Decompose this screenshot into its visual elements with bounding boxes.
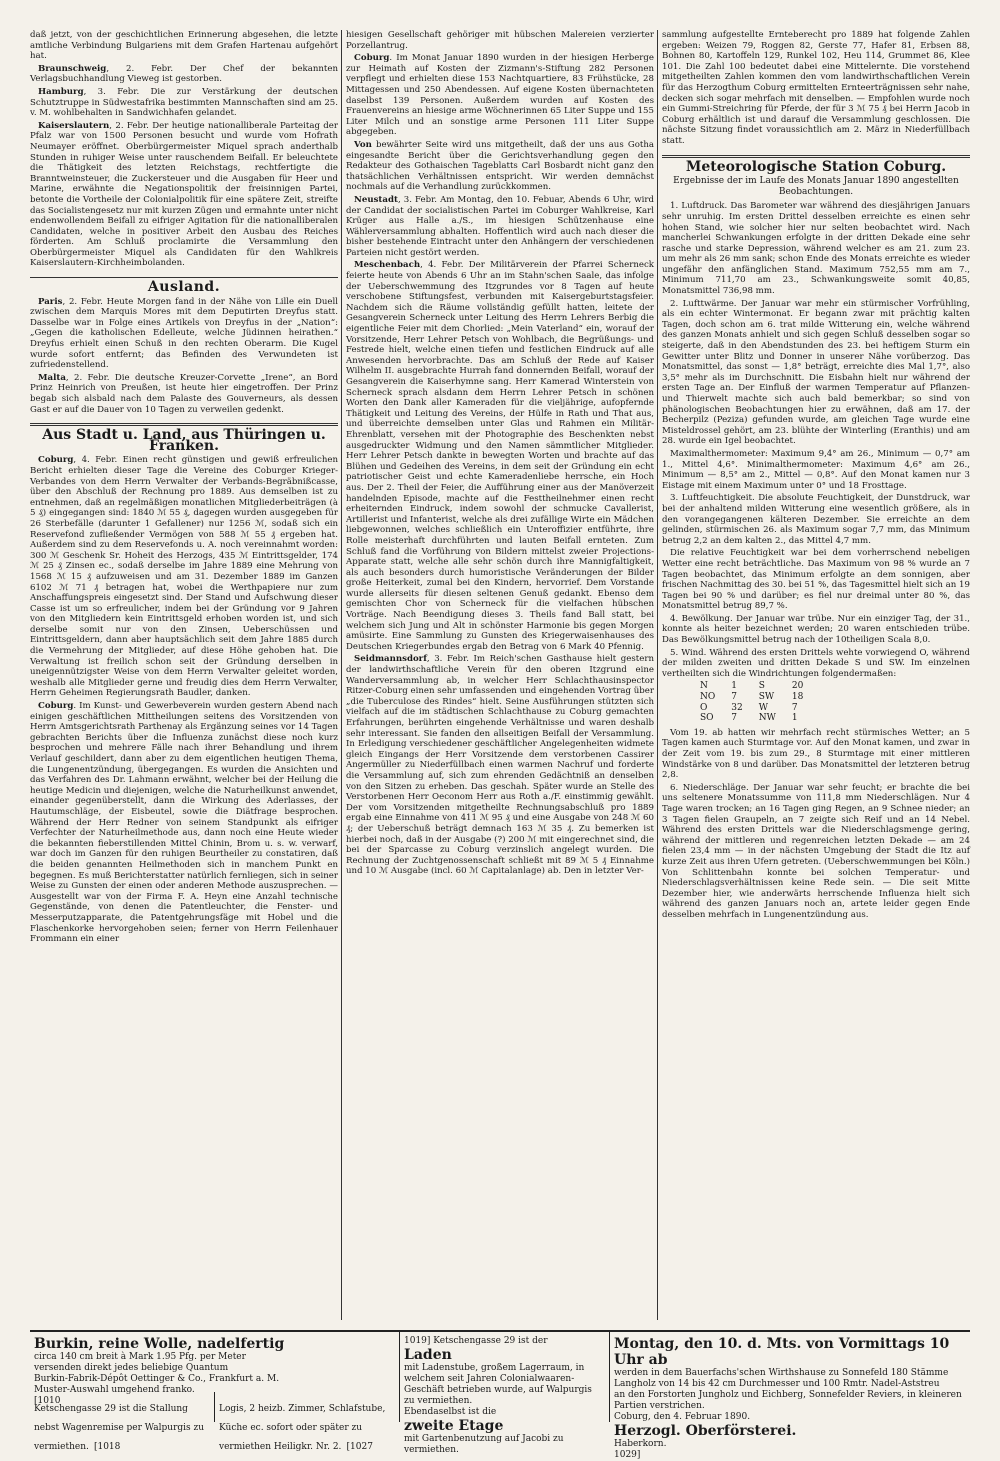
report-paragraph: 5. Wind. Während des ersten Drittels wehte vorwiegend O, während der milden zweiten und dritten Dekade S und SW. Im einzelnen vertheilten sich die Windrichtungen folgendermaßen: — [662, 647, 970, 679]
ad-burkin: Burkin, reine Wolle, nadelfertig circa 140 cm breit à Mark 1.95 Pfg. per Meter versenden direkt jedes beliebige Quantum Burkin-Fabrik-Dépôt Oettinger & Co., Frankfurt a. M. Muster-Auswahl umgehend franko. [1010 — [30, 1332, 400, 1392]
column-3 — [662, 30, 970, 923]
ad-stallung: Ketschengasse 29 ist die Stallung nebst Wagenremise per Walpurgis zu vermiethen. [1018 — [30, 1392, 215, 1422]
ad-logis: Logis, 2 heizb. Zimmer, Schlafstube, Küche ec. sofort oder später zu vermiethen Heiligkr. Nr. 2. [1027 — [215, 1392, 400, 1422]
report-paragraph: 6. Niederschläge. Der Januar war sehr feucht; er brachte die bei uns seltenere Monatssumme von 111,8 mm Niederschlägen. Nur 4 Tage waren trocken; an 16 Tagen ging Regen, an 9 Schnee nieder; an 3 Tagen fielen Graupeln, an 7 zeigte sich Reif und an 14 Nebel. Während des ersten Drittels war die Niederschlagsmenge gering, während der mittleren und regenreichen letzten Dekade — am 24 fielen 23,4 mm — in der nächsten Umgebung der Stadt die Itz auf kurze Zeit aus ihren Ufern getreten. (Ueberschwemmungen bei Köln.) Von Schlittenbahn konnte bei solchen Temperatur- und Niederschlagsverhältnissen keine Rede sein. — Die seit Mitte Dezember hier, wie anderwärts herrschende Influenza hielt sich während des ganzen Januars noch an, artete leider gegen Ende desselben mehrfach in Lungenentzündung aus. — [662, 782, 970, 920]
news-item: Seidmannsdorf, 3. Febr. Im Reich'schen Gasthause hielt gestern der landwirthschaftliche Verein für den oberen Itzgrund eine Wanderversammlung ab, in welcher Herr Schlachthausinspector Ritzer-Coburg einen sehr umfassenden und eingehenden Vortrag über „die Tuberculose des Rindes“ hielt. Seine Ausführungen stützten sich vielfach auf die im städtischen Schlachthause zu Coburg gemachten Erfahrungen, berührten eingehende Verhältnisse und waren deshalb sehr interessant. Sie fanden den allseitigen Beifall der Versammlung. In Erledigung verschiedener geschäftlicher Angelegenheiten widmete gleich Eingangs der Herr Vorsitzende dem verstorbenen Cassirer Angermüller zu Niederfüllbach einen warmen Nachruf und forderte die Versammlung auf, sich zum ehrenden Gedächtniß an denselben von den Sitzen zu erheben. Das geschah. Später wurde an Stelle des Verstorbenen Herr Oeconom Herr aus Roth a./F. einstimmig gewählt. Der vom Vorsitzenden mitgetheilte Rechnungsabschluß pro 1889 ergab eine Einnahme von 411 ℳ 95 ₰ und eine Ausgabe von 248 ℳ 60 ₰; der Ueberschuß beträgt demnach 163 ℳ 35 ₰. Zu bemerken ist hierbei noch, daß in der Ausgabe (?) 200 ℳ mit eingerechnet sind, die bei der Sparcasse zu Coburg verzinslich angelegt wurden. Die Rechnung der Zuchtgenossenschaft schließt mit 89 ℳ 5 ₰ Einnahme und 10 ℳ Ausgabe (incl. 60 ℳ Capitalanlage) ab. Den in letzter Ver- — [346, 654, 654, 877]
news-item: Coburg. Im Monat Januar 1890 wurden in der hiesigen Herberge zur Heimath auf Kosten der Zizmann's-Stiftung 282 Personen verpflegt und erhielten diese 153 Nachtquartiere, 83 Frühstücke, 28 Mittagessen und 250 Abendessen. Auf eigene Kosten übernachteten daselbst 139 Personen. Außerdem wurden auf Kosten des Frauenvereins an hiesige arme Wöchnerinnen 65 Liter Suppe und 155 Liter Milch und an sonstige arme Personen 111 Liter Suppe abgegeben. — [346, 53, 654, 138]
column-1 — [30, 30, 338, 947]
report-paragraph: 1. Luftdruck. Das Barometer war während des diesjährigen Januars sehr unruhig. Im ersten Drittel desselben erreichte es einen sehr hohen Stand, wie solcher hier nur selten beobachtet wird. Nach mancherlei Schwankungen erfolgte in der dritten Dekade eine sehr rasche und starke Depression, während welcher es am 21. zum 23. um mehr als 26 mm sank; schon Ende des Monats erreichte es wieder ungefähr den anfänglichen Stand. Maximum 752,55 mm am 7., Minimum 711,70 am 23., Schwankungsweite somit 40,85, Monatsmittel 736,98 mm. — [662, 201, 970, 297]
station-subheading: Ergebnisse der im Laufe des Monats Januar 1890 angestellten Beobachtungen. — [673, 176, 959, 197]
advertisement-strip — [30, 1330, 970, 1460]
news-item: Malta, 2. Febr. Die deutsche Kreuzer-Corvette „Irene“, an Bord Prinz Heinrich von Preußen, ist heute hier eingetroffen. Der Prinz begab sich alsbald nach dem Palaste des Gouverneurs, als dessen Gast er auf die Dauer von 10 Tagen zu verweilen gedenkt. — [30, 372, 338, 415]
report-paragraph: Vom 19. ab hatten wir mehrfach recht stürmisches Wetter; an 5 Tagen kamen auch Sturmtage vor. Auf den Monat kamen, und zwar in der Zeit vom 19. bis zum 29., 8 Sturmtage mit einer mittleren Windstärke von 8 und darüber. Das Monatsmittel der letzteren betrug 2,8. — [662, 727, 970, 781]
news-item: Hamburg, 3. Febr. Die zur Verstärkung der deutschen Schutztruppe in Südwestafrika bestimmten Mannschaften sind am 25. v. M. wohlbehalten in Sandwichhafen gelandet. — [30, 86, 338, 119]
column-rule — [657, 30, 658, 1320]
report-paragraph: Die relative Feuchtigkeit war bei dem vorherrschend nebeligen Wetter eine recht beträchtliche. Das Maximum von 98 % wurde an 7 Tagen beobachtet, das Minimum erfolgte an dem sonnigen, aber frischen Nachmittag des 30. bei 51 %, das Tagesmittel hielt sich an 19 Tagen bei 90 % und darüber; es fiel nur dreimal unter 80 %, das Monatsmittel betrug 89,7 %. — [662, 548, 970, 612]
table-row: O 32 W 7 — [700, 702, 798, 713]
news-item: Coburg. Im Kunst- und Gewerbeverein wurden gestern Abend nach einigen geschäftlichen Mittheilungen seitens des Vorsitzenden von Herrn Amtsgerichtsrath Parthenay als Ergänzung seines vor 14 Tagen gebrachten Berichts über die Influenza zunächst diese noch kurz besprochen und mehrere Fälle nach ihrer Behandlung und ihrem Verlauf geschildert, dann aber zu dem eigentlichen heutigen Thema, die Lungenentzündung, übergegangen. Es wurden die Ansichten und das Verfahren des Dr. Lahmann erwähnt, welcher bei der Heilung die heutige Medicin und diejenigen, welche die Naturheilkunst anwendet, einander gegenüberstellt, dann die Wirkung des Aderlasses, der Hautumschläge, der Eisbeutel, sowie die Diätfrage besprochen. Während der Herr Redner von seinem Standpunkt als eifriger Verfechter der Naturheilmethode aus, dann noch eine Heute wieder die bekannten fieberstillenden Mittel Chinin, Brom u. s. w. verwarf, war doch im Ganzen für den ruhigen Beurtheiler zu constatiren, daß die beiden genannten Heilmethoden sich in manchem Punkt en begegnen. Es muß Berichterstatter natürlich fernliegen, sich in seiner Weise zu Gunsten der einen oder anderen Methode auszusprechen. — Ausgestellt war von der Firma F. A. Heyn eine Anzahl technische Gegenstände, von denen die Patentleuchter, die Fenster- und Messerputzapparate, die Patentgehrungsfäge mit Hobel und die Flaschenkorke hervorgehoben seien; ferner von Herrn Feilenhauer Frommann ein einer — [30, 701, 338, 945]
news-item: Braunschweig, 2. Febr. Der Chef der bekannten Verlagsbuchhandlung Vieweg ist gestorben. — [30, 63, 338, 85]
section-heading-local: Aus Stadt u. Land, aus Thüringen u. Franken. — [30, 423, 338, 451]
report-paragraph: 2. Lufttwärme. Der Januar war mehr ein stürmischer Vorfrühling, als ein echter Wintermonat. Er begann zwar mit prächtig kalten Tagen, doch schon am 6. trat milde Witterung ein, welche während des ganzen Monats anhielt und sich gegen Schluß desselben sogar so steigerte, daß in den Abendstunden des 23. bei heftigem Sturm ein Gewitter unter Blitz und Donner in unserer Nähe vorüberzog. Das Monatsmittel, das sonst — 1,8° beträgt, erreichte dies Mal 1,7°, also 3,5° mehr als im Durchschnitt. Die Eisbahn hielt nur während der ersten Tage an. Der Einfluß der warmen Temperatur auf Pflanzen- und Thierwelt machte sich auch bald bemerkbar; so sind von phänologischen Beobachtungen hier zu erwähnen, daß am 17. der Becherpilz (Peziza) gefunden wurde, am gleichen Tage wurde eine Misteldrossel gehört, am 23. blühte der Winterling (Eranthis) und am 28. wurde ein Igel beobachtet. — [662, 298, 970, 447]
intro-text: daß jetzt, von der geschichtlichen Erinnerung abgesehen, die letzte amtliche Verbindung Bulgariens mit dem Grafen Hartenau aufgehört hat. — [30, 30, 338, 62]
column-2 — [346, 30, 654, 879]
report-paragraph: 3. Luftfeuchtigkeit. Die absolute Feuchtigkeit, der Dunstdruck, war bei der anhaltend milden Witterung eine wesentlich größere, als in den vorangegangenen kälteren Dezember. Sie erreichte an dem gelinden, stürmischen 26. als Maximum sogar 7,7 mm, das Minimum betrug 2,2 an dem kalten 2., das Mittel 4,7 mm. — [662, 493, 970, 546]
news-item: Neustadt, 3. Febr. Am Montag, den 10. Febuar, Abends 6 Uhr, wird der Candidat der socialistischen Partei im Coburger Wahlkreise, Karl Krüger aus Halle a./S., im hiesigen Schützenhause eine Wählerversammlung abhalten. Hoffentlich wird auch nach dieser die bisher bestehende Eintracht unter den Anhängern der verschiedenen Parteien nicht gestört werden. — [346, 194, 654, 258]
news-item: Coburg, 4. Febr. Einen recht günstigen und gewiß erfreulichen Bericht erhielten dieser Tage die Vereine des Coburger Krieger-Verbandes von dem Herrn Verwalter der Verbands-Begräbnißcasse, über den Abschluß der Rechnung pro 1889. Aus demselben ist zu entnehmen, daß an regelmäßigen monatlichen Mitgliederbeiträgen (à 5 ₰) eingegangen sind: 1840 ℳ 55 ₰, dagegen wurden ausgegeben für 26 Sterbefälle (darunter 1 Gefallener) nur 1256 ℳ, sodaß sich ein Reservefond zufließender Vermögen von 588 ℳ 55 ₰ ergeben hat. Außerdem sind zu dem Reservefonds u. A. noch vereinnahmt worden: 300 ℳ Geschenk Sr. Hoheit des Herzogs, 435 ℳ Eintrittsgelder, 174 ℳ 25 ₰ Zinsen ec., sodaß derselbe im Jahre 1889 eine Mehrung von 1568 ℳ 15 ₰ aufzuweisen und am 31. Dezember 1889 im Ganzen 6102 ℳ 71 ₰ betragen hat, wobei die Werthpapiere nur zum Anschaffungspreis eingesetzt sind. Der Stand und Aufschwung dieser Casse ist um so erfreulicher, indem bei der Gründung vor 9 Jahren von den Mitgliedern kein Eintrittsgeld erhoben worden ist, und sich derselbe somit nur von den Zinsen, Ueberschüssen und Eintrittsgeldern, dann aber hauptsächlich seit dem Jahre 1885 durch die Vermehrung der Mitglieder, auf diese Höhe gehoben hat. Die Verwaltung ist freilich schon seit der Gründung derselben in uneigennützigster Weise von dem Herrn Verwalter geleitet worden, weshalb alle Mitglieder gerne und freudig dies dem Herrn Verwalter, Herrn Geheimen Regierungsrath Baudler, danken. — [30, 455, 338, 699]
station-heading: Meteorologische Station Coburg. — [662, 155, 970, 173]
table-row: SO 7 NW 1 — [700, 713, 798, 724]
section-heading-ausland: Ausland. — [30, 277, 338, 293]
wind-table — [692, 681, 811, 723]
news-item: Meschenbach, 4. Febr. Der Militärverein der Pfarrei Scherneck feierte heute von Abends 6 Uhr an im Stahn'schen Saale, das infolge der Ueberschwemmung des Itzgrundes vor 8 Tagen auf heute verschobene Stiftungsfest, verbunden mit Kaisergeburtstagsfeier. Nachdem sich die Räume vollständig gefüllt hatten, leitete der Gesangverein Scherneck unter Leitung des Herrn Lehrers Berbig die eigentliche Feier mit dem Chorlied: „Mein Vaterland“ ein, worauf der Vorsitzende, Herr Lehrer Petsch von Wohlbach, die Begrüßungs- und Festrede hielt, welche einen tiefen und festlichen Eindruck auf alle Anwesenden hervorbrachte. Das am Schluß der Rede auf Kaiser Wilhelm II. ausgebrachte Hurrah fand donnernden Beifall, worauf der Gesangverein die Kaiserhymne sang. Herr Kamerad Winterstein von Scherneck sprach alsdann dem Herrn Lehrer Petsch in schönen Worten den Dank aller Kameraden für die vieljährige, aufopfernde Thätigkeit und Leitung des Vereins, der Hülfe in Rath und That aus, und überreichte demselben unter Glas und Rahmen ein Militär-Ehrenblatt, versehen mit der Photographie des Beschenkten nebst ausgedruckter Widmung und den Namen sämmtlicher Mitglieder. Herr Lehrer Petsch dankte in bewegten Worten und brachte auf das Blühen und Gedeihen des Vereins, in dem seit der Gründung ein echt patriotischer Geist und echte Kameradenliebe herrsche, ein Hoch aus. Der 2. Theil der Feier, die Aufführung einer aus der Manöverzeit handelnden Episode, machte auf die Festtheilnehmer einen recht erheiternden Eindruck, indem sowohl der schmucke Cavallerist, Artillerist und Infanterist, welche als drei zufällige Wirte ein Mädchen liebgewonnen, welches schließlich ein Unteroffizier entführte, ihre Rolle meisterhaft durchführten und lauten Beifall ernteten. Zum Schluß fand die Vorführung von Bildern mittelst zweier Projections-Apparate statt, welche alle sehr schön durch ihre Mannigfaltigkeit, als auch besonders durch humoristische Veränderungen der Bilder große Heiterkeit, zumal bei den Kindern, hervorrief. Dem Vorstande wurde allerseits für diesen seltenen Genuß gedankt. Ebenso dem gemischten Chor von Scherneck für die vielfachen hübschen Vorträge. Nach Beendigung dieses 3. Theils fand Ball statt, bei welchem sich Jung und Alt in schönster Harmonie bis gegen Morgen amüsirte. Eine Sammlung zu Gunsten des Kriegerwaisenhauses des Deutschen Kriegerbundes ergab den Betrag von 6 Mark 40 Pfennig. — [346, 260, 654, 652]
intro-text: hiesigen Gesellschaft gehöriger mit hübschen Malereien verzierter Porzellantrug. — [346, 30, 654, 51]
ad-forestry: Montag, den 10. d. Mts. von Vormittags 10 Uhr ab werden in dem Bauerfachs'schen Wirthshause zu Sonnefeld 180 Stämme Langholz von 14 bis 42 cm Durchmesser und 100 Rmtr. Nadel-Aststreu an den Forstorten Jungholz und Eichberg, Sonnefelder Reviers, in kleineren Partien verstrichen. Coburg, den 4. Februar 1890. Herzogl. Oberförsterei. Haberkorn. 1029] — [614, 1336, 962, 1460]
intro-text: sammlung aufgestellte Ernteberecht pro 1889 hat folgende Zahlen ergeben: Weizen 79, Roggen 82, Gerste 77, Hafer 81, Erbsen 88, Bohnen 80, Kartoffeln 129, Runkel 102, Heu 114, Grummet 86, Klee 101. Die Zahl 100 bedeutet dabei eine Mittelernte. Die vorstehend mitgetheilten Zahlen kommen den vom landwirthschaftlichen Verein für das Herzogthum Coburg ermittelten Ernteerträgnissen sehr nahe, decken sich sogar mehrfach mit denselben. — Empfohlen wurde noch ein Gummi-Streichring für Pferde, der für 3 ℳ 75 ₰ bei Herrn Jacob in Coburg erhältlich ist und darauf die Versammlung geschlossen. Die nächste Sitzung findet voraussichtlich am 2. März in Niederfüllbach statt. — [662, 30, 970, 146]
table-row: NO 7 SW 18 — [700, 692, 804, 703]
news-item: Paris, 2. Febr. Heute Morgen fand in der Nähe von Lille ein Duell zwischen dem Marquis Mores mit dem Deputirten Dreyfus statt. Dasselbe war in Folge eines Artikels von Dreyfus in der „Nation“: „Gegen die katholischen Edelleute, welche Jüdinnen heirathen.“ Dreyfus erhielt einen Schuß in den rechten Oberarm. Die Kugel wurde sofort entfernt; das Befinden des Verwundeten ist zufriedenstellend. — [30, 296, 338, 371]
news-item: Kaiserslautern, 2. Febr. Der heutige nationalliberale Parteitag der Pfalz war von 1500 Personen besucht und wurde vom Hofrath Neumayer eröffnet. Oberbürgermeister Miquel sprach anderthalb Stunden in ruhiger Weise unter rauschendem Beifall. Er beleuchtete die Thätigkeit des letzten Reichstags, rechtfertigte die Branntweinsteuer, die Zuckersteuer und die Ausgaben für Heer und Marine, erwähnte die Negationspolitik der freisinnigen Partei, betonte die Vortheile der Colonialpolitik für eine spätere Zeit, streifte das Socialistengesetz nur mit kurzen Zügen und ermahnte unter nicht endenwollendem Beifall zu eifriger Agitation für die nationalliberalen Candidaten, welche in positiver Arbeit den Ausbau des Reiches förderten. Am Schluß proclamirte die Versammlung den Oberbürgermeister Miquel als Candidaten für den Wahlkreis Kaiserslautern-Kirchheimbolanden. — [30, 120, 338, 269]
report-paragraph: Maximalthermometer: Maximum 9,4° am 26., Minimum — 0,7° am 1., Mittel 4,6°. Minimalthermometer: Maximum 4,6° am 26., Minimum — 8,5° am 2., Mittel — 0,8°. Auf den Monat kamen nur 3 Eistage mit einem Maximum unter 0° und 18 Frosttage. — [662, 448, 970, 491]
news-item: Von bewährter Seite wird uns mitgetheilt, daß der uns aus Gotha eingesandte Bericht über die Gerichtsverhandlung gegen den Redakteur des Gothaischen Tageblatts Carl Bosbardt nicht ganz den thatsächlichen Verhältnissen entspricht. Wir werden demnächst nochmals auf die Verhandlung zurückkommen. — [346, 139, 654, 193]
table-row: N 1 S 20 — [700, 681, 804, 692]
column-rule — [341, 30, 342, 1320]
report-paragraph: 4. Bewölkung. Der Januar war trübe. Nur ein einziger Tag, der 31., konnte als heiter bezeichnet werden; 20 waren entschieden trübe. Das Bewölkungsmittel betrug nach der 10theiligen Scala 8,0. — [662, 613, 970, 646]
ad-laden: 1019] Ketschengasse 29 ist der Laden mit Ladenstube, großem Lagerraum, in welchem seit Jahren Colonialwaaren-Geschäft betrieben wurde, auf Walpurgis zu vermiethen. Ebendaselbst ist die zweite Etage mit Gartenbenutzung auf Jacobi zu vermiethen. — [400, 1332, 610, 1422]
newspaper-page — [30, 30, 970, 1460]
